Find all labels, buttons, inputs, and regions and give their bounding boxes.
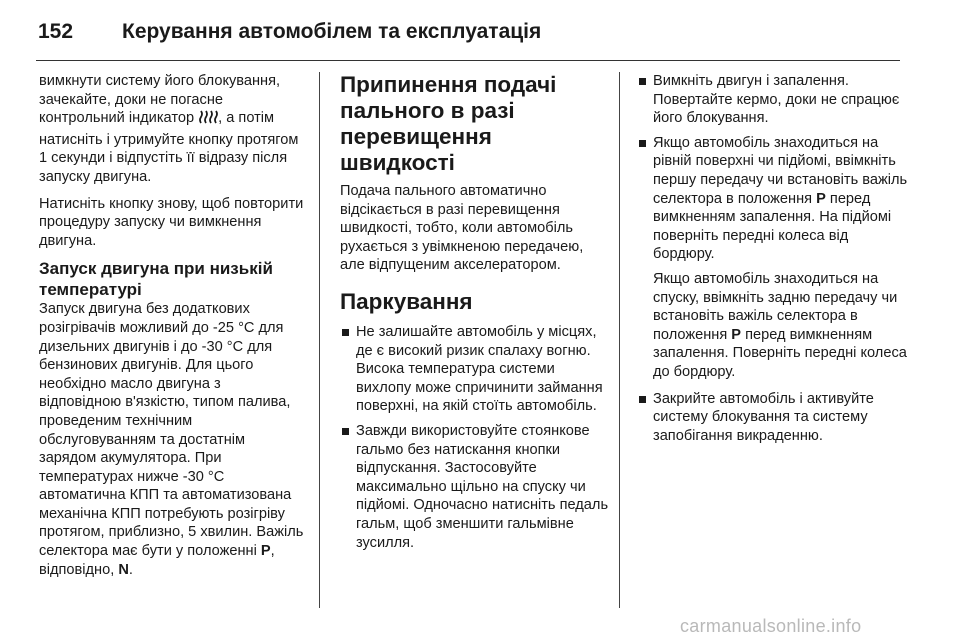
square-bullet-icon <box>342 329 349 336</box>
heading-parking: Паркування <box>340 288 473 314</box>
list-item: Завжди використовуйте стоянкове гальмо без натискання кнопки відпускання. Застосовуйте максимально щільно на спуску чи підйомі. Одночасно натисніть педаль гальм, щоб зменшити гальмівне зусилля. <box>340 422 610 552</box>
parking-list-continued <box>637 72 909 264</box>
paragraph-downhill: Якщо автомобіль знаходиться на спуску, ввімкніть задню передачу чи встановіть важіль селектора в положення P перед вимкненням запалення. Поверніть передні колеса до бордюру. <box>653 270 907 380</box>
paragraph-repeat: Натисніть кнопку знову, щоб повторити процедуру запуску чи вимкнення двигуна. <box>39 195 304 249</box>
column-divider-1 <box>319 72 320 608</box>
square-bullet-icon <box>342 428 349 435</box>
header-divider <box>36 60 900 61</box>
list-item: Не залишайте автомобіль у місцях, де є високий ризик спалаху вогню. Висока температура системи вихлопу може спричинити займання поверхні, на якій стоїть автомобіль. <box>340 323 610 416</box>
watermark: carmanualsonline.info <box>680 616 862 636</box>
list-item: Закрийте автомобіль і активуйте систему блокування та систему запобігання викраденню. <box>637 390 909 446</box>
list-item: Якщо автомобіль знаходиться на рівній поверхні чи підйомі, ввімкніть першу передачу чи встановіть важіль селектора в положення P перед вимкненням запалення. На підйомі поверніть передні колеса від бордюру. <box>637 134 909 264</box>
glow-plug-icon <box>198 109 218 131</box>
heading-fuel-cutoff: Припинення подачі пального в разі перевищення швидкості <box>340 72 557 175</box>
parking-list-end <box>637 390 909 446</box>
paragraph-fuel-cutoff: Подача пального автоматично відсікається в разі перевищення швидкості, тобто, коли автомобіль рухається з увімкненою передачею, але відпущеним акселератором. <box>340 183 584 274</box>
page-header <box>0 0 960 62</box>
column-middle <box>340 72 610 558</box>
parking-list <box>340 323 610 552</box>
column-right <box>637 72 909 451</box>
page-number: 152 <box>38 20 74 43</box>
paragraph-cold-start: Запуск двигуна без додаткових розігрівачів можливий до -25 °C для дизельних двигунів і до -30 °C для бензинових двигунів. Для цього необхідно масло двигуна з відповідною в'язкістю, типом палива, проведеним технічним обслуговуванням та достатнім зарядом акумулятора. При температурах нижче -30 °C автоматична КПП та автоматизована механічна КПП потребують розігріву протягом, приблизно, 5 хвилин. Важіль селектора має бути у положенні P, відповідно, N. <box>39 301 304 578</box>
list-item: Вимкніть двигун і запалення. Повертайте кермо, доки не спрацює його блокування. <box>637 72 909 128</box>
column-divider-2 <box>619 72 620 608</box>
square-bullet-icon <box>639 78 646 85</box>
square-bullet-icon <box>639 140 646 147</box>
heading-cold-start: Запуск двигуна при низькій температурі <box>39 259 273 300</box>
page-title: Керування автомобілем та експлуатація <box>122 20 542 43</box>
paragraph-engine-off: вимкнути систему його блокування, зачекайте, доки не погасне контрольний індикатор , а потім натисніть і утримуйте кнопку протягом 1 секунди і відпустіть її відразу після запуску двигуна. <box>39 73 299 185</box>
column-left <box>39 72 305 587</box>
square-bullet-icon <box>639 396 646 403</box>
